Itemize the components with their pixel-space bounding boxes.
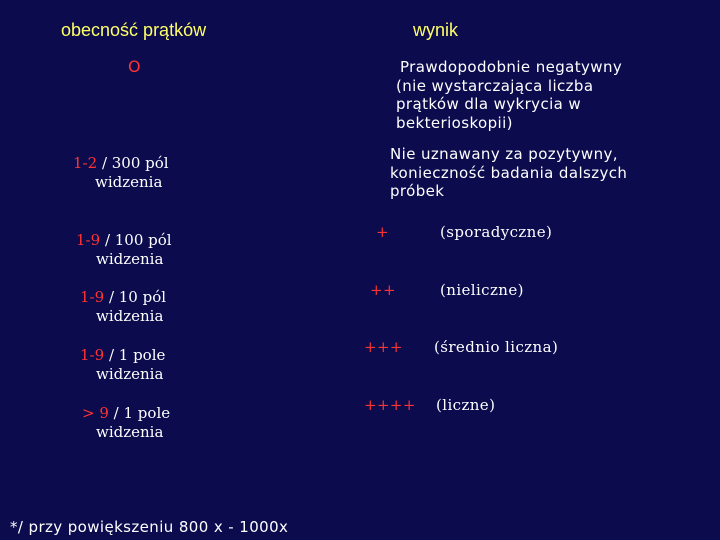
row-1-unit-line2: widzenia [95, 172, 163, 191]
row-0-result-line: (nie wystarczająca liczba [396, 76, 594, 95]
row-1-unit-line1 [73, 154, 169, 173]
row-3-grade-text: (nieliczne) [440, 281, 524, 299]
row-5-unit-line1 [82, 404, 170, 423]
row-5-count: > 9 [82, 404, 109, 422]
row-0-result-line: bekterioskopii) [396, 113, 513, 132]
row-2-unit-line2: widzenia [96, 249, 164, 268]
row-5-grade-text: (liczne) [436, 396, 496, 414]
row-1-result-line: Nie uznawany za pozytywny, [390, 145, 618, 163]
row-0-count: O [128, 57, 141, 76]
row-1-unit [73, 154, 169, 191]
header-presence: obecność prątków [61, 20, 207, 40]
row-0-result [396, 58, 622, 132]
row-4-grade: +++ [364, 338, 403, 356]
row-2-unit-text: / 100 pól [104, 231, 172, 249]
row-5-grade: ++++ [364, 396, 416, 414]
header-result: wynik [413, 20, 459, 40]
row-3-unit-line1 [80, 288, 166, 307]
row-5-unit-line2: widzenia [96, 422, 164, 441]
row-0-result-line: prątków dla wykrycia w [396, 95, 582, 113]
row-1-result-line: próbek [390, 182, 445, 200]
row-3-count: 1-9 [80, 288, 105, 306]
row-4-unit-text: / 1 pole [108, 346, 166, 364]
row-3-unit-text: / 10 pól [108, 288, 167, 306]
row-2-unit [76, 231, 172, 268]
row-3-unit-line2: widzenia [96, 306, 164, 325]
row-5-unit-text: / 1 pole [113, 404, 171, 422]
row-2-grade: + [376, 223, 389, 241]
row-2-count: 1-9 [76, 231, 101, 249]
footnote: */ przy powiększeniu 800 x - 1000x [10, 518, 289, 536]
row-1-result [390, 145, 627, 201]
row-5-unit [82, 404, 170, 441]
row-1-count: 1-2 [73, 154, 98, 172]
row-4-grade-text: (średnio liczna) [434, 338, 559, 356]
row-4-unit [80, 346, 165, 383]
row-1-result-line: konieczność badania dalszych [390, 163, 628, 182]
row-1-unit-text: / 300 pól [101, 154, 169, 172]
row-4-unit-line2: widzenia [96, 364, 164, 383]
row-4-count: 1-9 [80, 346, 105, 364]
row-2-unit-line1 [76, 231, 172, 250]
row-2-grade-text: (sporadyczne) [440, 223, 553, 241]
row-3-grade: ++ [370, 281, 396, 299]
row-3-unit [80, 288, 166, 325]
row-4-unit-line1 [80, 346, 165, 365]
row-0-result-line: Prawdopodobnie negatywny [400, 58, 623, 76]
